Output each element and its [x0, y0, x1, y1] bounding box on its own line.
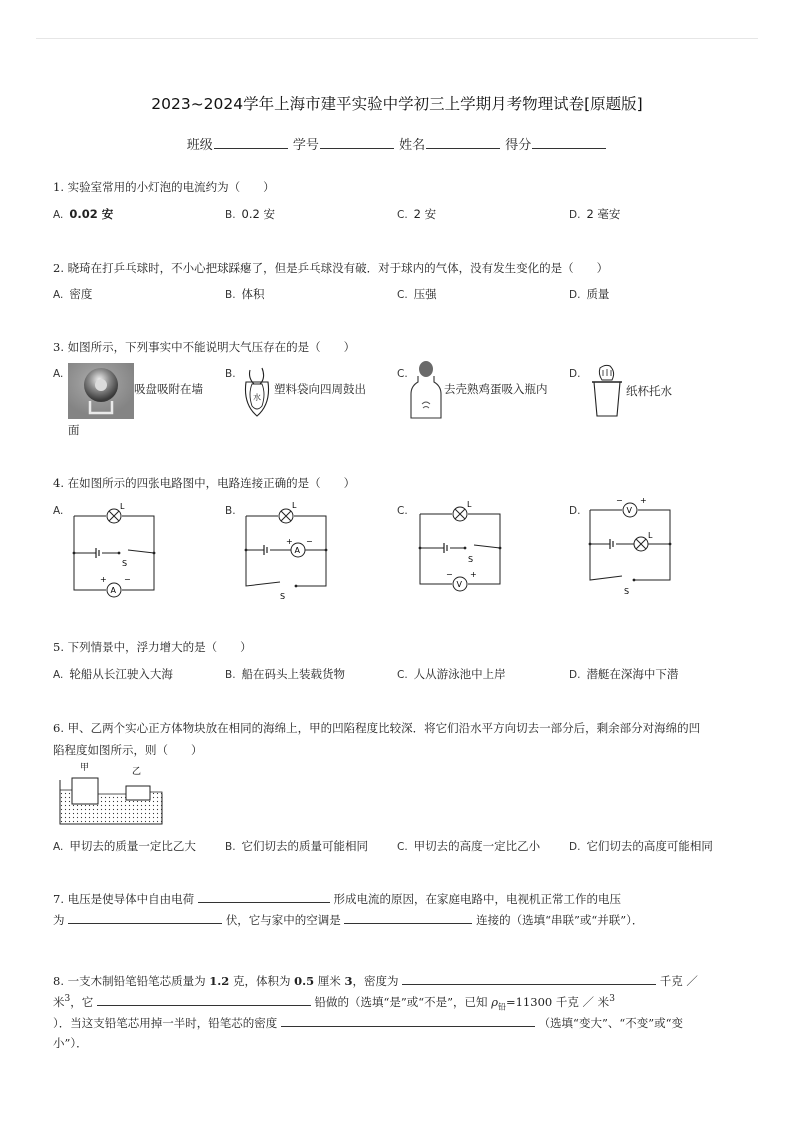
id-blank[interactable]	[320, 136, 394, 149]
option-c[interactable]: C. 人从游泳池中上岸	[397, 667, 506, 681]
circuit-d	[584, 496, 676, 600]
question-5-stem: 5. 下列情景中，浮力增大的是（ ）	[53, 640, 252, 654]
class-label: 班级	[186, 138, 213, 153]
plastic-bag-figure	[240, 364, 274, 420]
option-d[interactable]: D. 它们切去的高度可能相同	[569, 839, 713, 853]
lamp-label: L	[648, 531, 653, 540]
question-8-line-1	[53, 972, 743, 989]
egg-bottle-figure	[408, 360, 444, 422]
question-5	[53, 637, 743, 659]
ammeter-label: A	[110, 586, 116, 595]
q8-text-6: 铅做的（选填“是”或“不是”，已知	[314, 995, 492, 1009]
q8-text-9: 小”）．	[53, 1036, 88, 1050]
option-a[interactable]: A. 轮船从长江驶入大海	[53, 667, 173, 681]
q8-volume-value: 0.5	[294, 974, 315, 988]
page-top-rule	[36, 38, 758, 39]
option-d[interactable]: D.	[569, 368, 581, 380]
switch-label: S	[280, 592, 286, 601]
option-c[interactable]: C. 甲切去的高度一定比乙小	[397, 839, 541, 853]
option-a[interactable]: A.	[53, 368, 64, 380]
option-b[interactable]: B. 船在码头上装载货物	[225, 667, 346, 681]
q8-blank-density[interactable]	[402, 972, 656, 985]
q7-text-5: 连接的（选填“串联”或“并联”）．	[476, 913, 644, 927]
minus-sign: −	[446, 570, 453, 579]
block-yi-label: 乙	[132, 767, 142, 777]
block-jia-label: 甲	[80, 763, 90, 773]
question-8-line-2	[53, 993, 743, 1012]
question-8-line-3	[53, 1014, 743, 1031]
option-c[interactable]: C.	[397, 368, 408, 380]
q7-text-2: 形成电流的原因，在家庭电路中，电视机正常工作的电压	[333, 892, 621, 906]
q8-unit-2: 米	[53, 995, 65, 1009]
q7-blank-2[interactable]	[68, 911, 222, 924]
lamp-label: L	[120, 502, 125, 511]
ammeter-label: A	[294, 546, 300, 555]
question-3	[53, 337, 743, 359]
lamp-label: L	[292, 501, 297, 510]
plus-sign: +	[286, 537, 293, 546]
question-6	[53, 718, 743, 762]
q8-unit-1: 千克 ／	[659, 974, 698, 988]
question-3-stem: 3. 如图所示，下列事实中不能说明大气压存在的是（ ）	[53, 340, 356, 354]
question-8-line-4	[53, 1035, 743, 1051]
minus-sign: −	[124, 575, 131, 584]
q8-exponent-3: 3	[609, 994, 615, 1005]
option-d[interactable]: D. 质量	[569, 287, 610, 301]
q8-text-3: 厘米	[314, 974, 345, 988]
option-b[interactable]: B. 0.2 安	[225, 207, 275, 221]
q8-rho-subscript: 铅	[497, 1002, 506, 1012]
circuit-c	[414, 500, 506, 600]
option-c[interactable]: C. 2 安	[397, 207, 437, 221]
option-c[interactable]: C.	[397, 505, 408, 517]
question-7-line-2	[53, 911, 743, 928]
question-2	[53, 258, 743, 280]
voltmeter-label: V	[456, 580, 462, 589]
option-a-caption-cont: 面	[68, 423, 80, 437]
option-b[interactable]: B.	[225, 368, 236, 380]
score-blank[interactable]	[532, 136, 606, 149]
q8-rho-symbol: ρ	[491, 995, 498, 1009]
name-label: 姓名	[399, 138, 426, 153]
paper-cup-figure	[588, 362, 626, 420]
option-b-caption: 塑料袋向四周鼓出	[274, 382, 366, 396]
switch-label: S	[122, 559, 128, 568]
q8-unit-3: 千克 ／ 米	[552, 995, 610, 1009]
q8-rho-value: =11300	[505, 995, 553, 1009]
option-b[interactable]: B. 它们切去的质量可能相同	[225, 839, 369, 853]
q8-text-4: ，密度为	[352, 974, 399, 988]
circuit-a	[68, 500, 160, 600]
option-c-caption: 去壳熟鸡蛋吸入瓶内	[444, 382, 548, 396]
question-1-stem: 1. 实验室常用的小灯泡的电流约为（ ）	[53, 180, 275, 194]
option-a[interactable]: A.	[53, 505, 64, 517]
switch-label: S	[468, 555, 474, 564]
score-label: 得分	[505, 138, 532, 153]
plus-sign: +	[100, 575, 107, 584]
class-blank[interactable]	[214, 136, 288, 149]
page-title: 2023~2024学年上海市建平实验中学初三上学期月考物理试卷[原题版]	[151, 95, 643, 113]
svg-text:水: 水	[253, 393, 261, 402]
q8-text-2: 克，体积为	[229, 974, 295, 988]
name-blank[interactable]	[426, 136, 500, 149]
option-b[interactable]: B.	[225, 505, 236, 517]
q8-exponent: 3	[344, 974, 353, 988]
suction-cup-photo	[68, 363, 134, 419]
q7-text-3: 为	[53, 913, 65, 927]
option-d[interactable]: D. 2 毫安	[569, 207, 621, 221]
lamp-label: L	[467, 500, 472, 509]
circuit-b	[240, 498, 332, 602]
q8-mass-value: 1.2	[209, 974, 230, 988]
q8-blank-change[interactable]	[281, 1014, 535, 1027]
q7-text-1: 7. 电压是使导体中自由电荷	[53, 892, 195, 906]
option-a[interactable]: A. 密度	[53, 287, 93, 301]
plus-sign: +	[470, 570, 477, 579]
q8-text-5: ，它	[70, 995, 94, 1009]
q7-blank-1[interactable]	[198, 890, 330, 903]
option-d-caption: 纸杯托水	[626, 384, 672, 398]
option-a[interactable]: A. 0.02 安	[53, 207, 114, 221]
option-d[interactable]: D. 潜艇在深海中下潜	[569, 667, 679, 681]
question-6-stem-cont: 陷程度如图所示，则（ ）	[53, 742, 203, 757]
switch-label: S	[624, 587, 630, 596]
id-label: 学号	[292, 138, 319, 153]
student-info-row	[0, 134, 794, 153]
plus-sign: +	[640, 496, 647, 505]
q8-text-7: ）．当这支铅笔芯用掉一半时，铅笔芯的密度	[53, 1016, 278, 1030]
question-1	[53, 177, 743, 199]
q8-blank-is-lead[interactable]	[97, 993, 311, 1006]
question-7-line-1	[53, 890, 743, 907]
voltmeter-label: V	[626, 506, 632, 515]
q8-exponent-2: 3	[64, 994, 71, 1005]
option-c[interactable]: C. 压强	[397, 287, 437, 301]
q8-text-1: 8. 一支木制铅笔铅笔芯质量为	[53, 974, 210, 988]
question-2-stem: 2. 晓琦在打乒乓球时，不小心把球踩瘪了，但是乒乓球没有破．对于球内的气体，没有发生变化的是（ ）	[53, 261, 609, 275]
option-a[interactable]: A. 甲切去的质量一定比乙大	[53, 839, 196, 853]
q7-text-4: 伏，它与家中的空调是	[225, 913, 341, 927]
q7-blank-3[interactable]	[344, 911, 472, 924]
question-4-stem: 4. 在如图所示的四张电路图中，电路连接正确的是（ ）	[53, 476, 356, 490]
option-d[interactable]: D.	[569, 505, 581, 517]
option-a-caption: 吸盘吸附在墙	[134, 382, 203, 396]
minus-sign: −	[306, 537, 313, 546]
option-b[interactable]: B. 体积	[225, 287, 265, 301]
question-4	[53, 473, 743, 495]
q8-text-8: （选填“变大”、“不变”或“变	[538, 1016, 683, 1030]
question-6-stem: 6. 甲、乙两个实心正方体物块放在相同的海绵上，甲的凹陷程度比较深．将它们沿水平方向切去一部分后，剩余部分对海绵的凹	[53, 721, 701, 735]
sponge-figure	[56, 760, 168, 828]
minus-sign: −	[616, 496, 623, 505]
